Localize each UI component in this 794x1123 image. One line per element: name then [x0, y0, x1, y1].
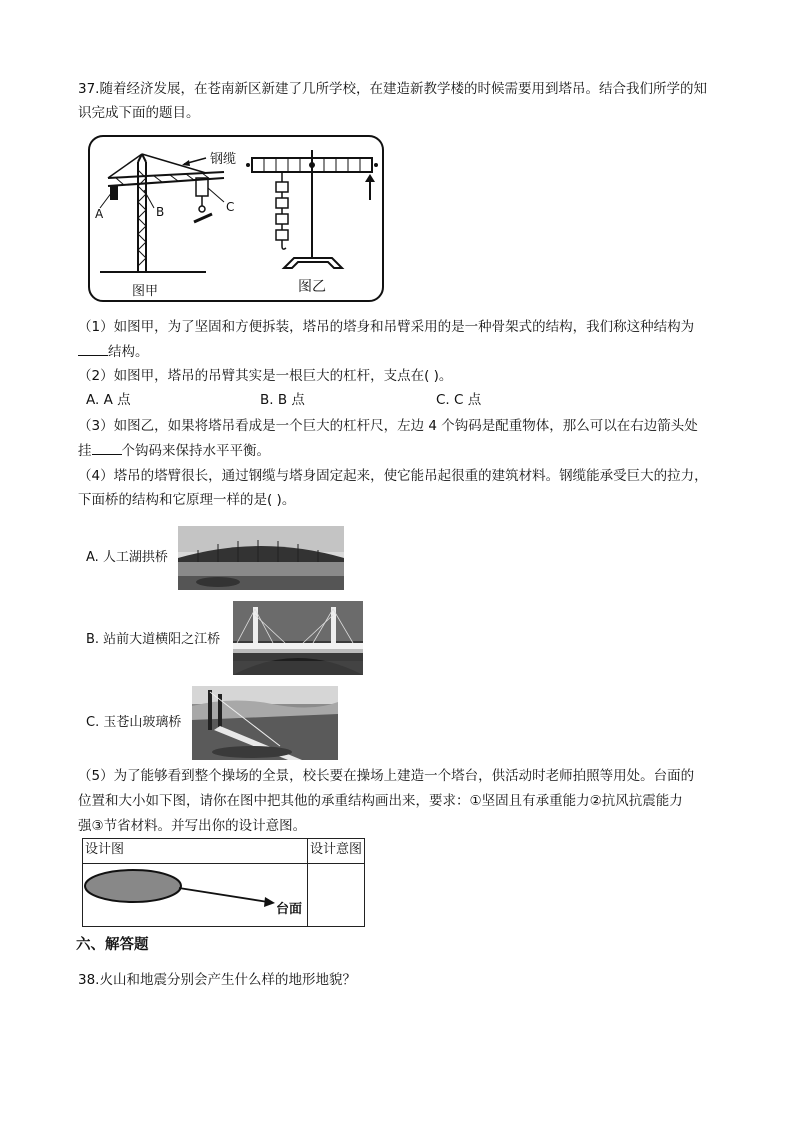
point-a-label: A: [95, 207, 104, 221]
point-c-label: C: [226, 200, 235, 214]
bridge-option-c-label[interactable]: C. 玉苍山玻璃桥: [86, 715, 182, 730]
q37-p5-line1: （5）为了能够看到整个操场的全景，校长要在操场上建造一个塔台，供活动时老师拍照等用处。台面的: [78, 768, 695, 784]
q37-p4-line1: （4）塔吊的塔臂很长，通过钢缆与塔身固定起来，使它能吊起很重的建筑材料。钢缆能承受巨大的拉力，: [78, 468, 708, 484]
cable-stayed-bridge-photo-icon: [233, 601, 363, 675]
point-b-label: B: [156, 205, 165, 219]
figure-jia-caption: 图甲: [132, 284, 159, 299]
design-intent-cell[interactable]: [308, 864, 365, 927]
bridge-option-b-label[interactable]: B. 站前大道横阳之江桥: [86, 632, 221, 647]
q37-p5-line2: 位置和大小如下图，请你在图中把其他的承重结构画出来，要求：①坚固且有承重能力②抗风抗震能力: [78, 793, 683, 809]
q37-intro-line2: 识完成下面的题目。: [78, 105, 200, 121]
q37-p1-line1: （1）如图甲，为了坚固和方便拆装，塔吊的塔身和吊臂采用的是一种骨架式的结构，我们称这种结构为: [78, 319, 695, 335]
q37-p3-prefix: 挂: [78, 443, 92, 459]
suspension-bridge-photo-icon: [192, 686, 338, 760]
figure-yi-caption: 图乙: [298, 279, 326, 295]
platform-label: 台面: [276, 902, 303, 917]
q37-p1-suffix: 结构。: [108, 344, 149, 360]
q38-text: 38.火山和地震分别会产生什么样的地形地貌？: [78, 972, 356, 988]
design-drawing-cell[interactable]: [83, 864, 308, 927]
steel-cable-label: 钢缆: [210, 152, 237, 167]
q37-p2-option-a[interactable]: A. A 点: [86, 392, 131, 408]
q37-p5-line3: 强③节省材料。并写出你的设计意图。: [78, 818, 307, 834]
q37-p3-line1: （3）如图乙，如果将塔吊看成是一个巨大的杠杆尺，左边 4 个钩码是配重物体，那么可以在右边箭头处: [78, 418, 698, 434]
platform-drawing: [83, 864, 307, 926]
q37-p4-line2: 下面桥的结构和它原理一样的是( )。: [78, 492, 296, 508]
arch-bridge-photo-icon: [178, 526, 344, 590]
answer-blank-2[interactable]: [92, 440, 122, 455]
q37-p2: （2）如图甲，塔吊的吊臂其实是一根巨大的杠杆，支点在( )。: [78, 368, 453, 384]
q37-p2-option-b[interactable]: B. B 点: [260, 392, 305, 408]
q37-p3-line2: [78, 440, 270, 461]
section6-title: 六、解答题: [76, 937, 149, 953]
bridge-option-a-label[interactable]: A. 人工湖拱桥: [86, 550, 168, 565]
q37-intro-line1: 37.随着经济发展，在苍南新区新建了几所学校，在建造新教学楼的时候需要用到塔吊。结合我们所学的知: [78, 81, 707, 97]
answer-blank-1[interactable]: [78, 341, 108, 356]
design-table-header-intent: 设计意图: [308, 839, 365, 864]
crane-figure: [86, 130, 386, 304]
design-table-header-drawing: 设计图: [83, 839, 308, 864]
design-table: [82, 838, 365, 927]
q37-p1-line2: [78, 341, 149, 362]
q37-p3-suffix: 个钩码来保持水平平衡。: [121, 443, 270, 459]
q37-p2-option-c[interactable]: C. C 点: [436, 392, 482, 408]
